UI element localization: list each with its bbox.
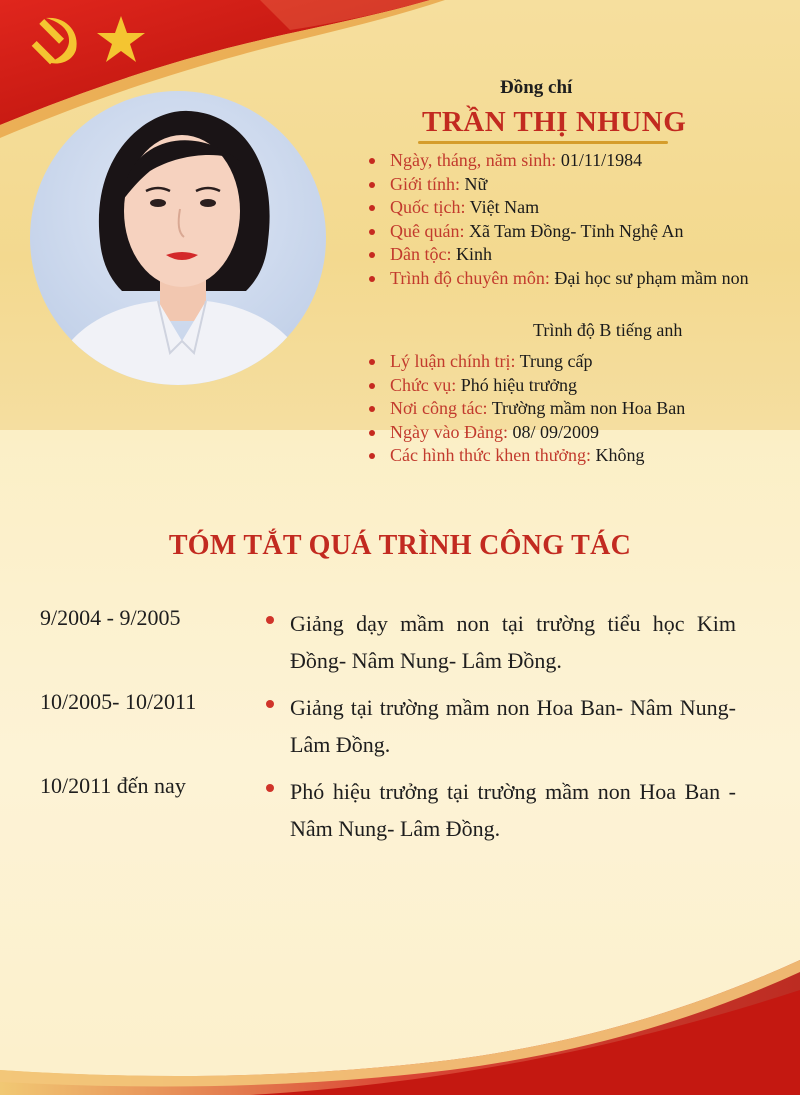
info-workplace: Nơi công tác: Trường mầm non Hoa Ban (366, 397, 750, 421)
honorific-label: Đồng chí (500, 77, 573, 98)
political-info-list (366, 350, 750, 468)
section-title: TÓM TẮT QUÁ TRÌNH CÔNG TÁC (168, 530, 632, 561)
timeline-bullet (266, 616, 274, 624)
hammer-sickle-icon (28, 10, 88, 70)
star-icon (96, 14, 146, 64)
info-awards: Các hình thức khen thưởng: Không (366, 444, 750, 468)
timeline-description: Giảng dạy mầm non tại trường tiểu học Kim Đồng- Nâm Nung- Lâm Đồng. (290, 611, 736, 673)
info-english-level: Trình độ B tiếng anh (533, 320, 683, 340)
portrait-photo (30, 91, 326, 385)
timeline-period: 10/2011 đến nay (40, 773, 186, 798)
info-gender: Giới tính: Nữ (366, 173, 750, 197)
timeline-description: Phó hiệu trưởng tại trường mầm non Hoa Ban - Nâm Nung- Lâm Đồng. (290, 779, 736, 841)
person-name: TRẦN THỊ NHUNG (422, 106, 687, 138)
timeline-period: 10/2005- 10/2011 (40, 689, 197, 714)
timeline-description: Giảng tại trường mầm non Hoa Ban- Nâm Nung- Lâm Đồng. (290, 695, 736, 757)
info-ethnicity: Dân tộc: Kinh (366, 243, 750, 267)
info-qualification: Trình độ chuyên môn: Đại học sư phạm mầm non (366, 267, 750, 291)
info-political-theory: Lý luận chính trị: Trung cấp (366, 350, 750, 374)
timeline-bullet (266, 784, 274, 792)
info-party-join-date: Ngày vào Đảng: 08/ 09/2009 (366, 421, 750, 445)
timeline-period: 9/2004 - 9/2005 (40, 605, 181, 630)
info-nationality: Quốc tịch: Việt Nam (366, 196, 750, 220)
personal-info-list (366, 149, 750, 290)
info-position: Chức vụ: Phó hiệu trưởng (366, 374, 750, 398)
name-underline (418, 141, 668, 144)
info-birthdate: Ngày, tháng, năm sinh: 01/11/1984 (366, 149, 750, 173)
timeline-bullet (266, 700, 274, 708)
info-hometown: Quê quán: Xã Tam Đồng- Tỉnh Nghệ An (366, 220, 750, 244)
